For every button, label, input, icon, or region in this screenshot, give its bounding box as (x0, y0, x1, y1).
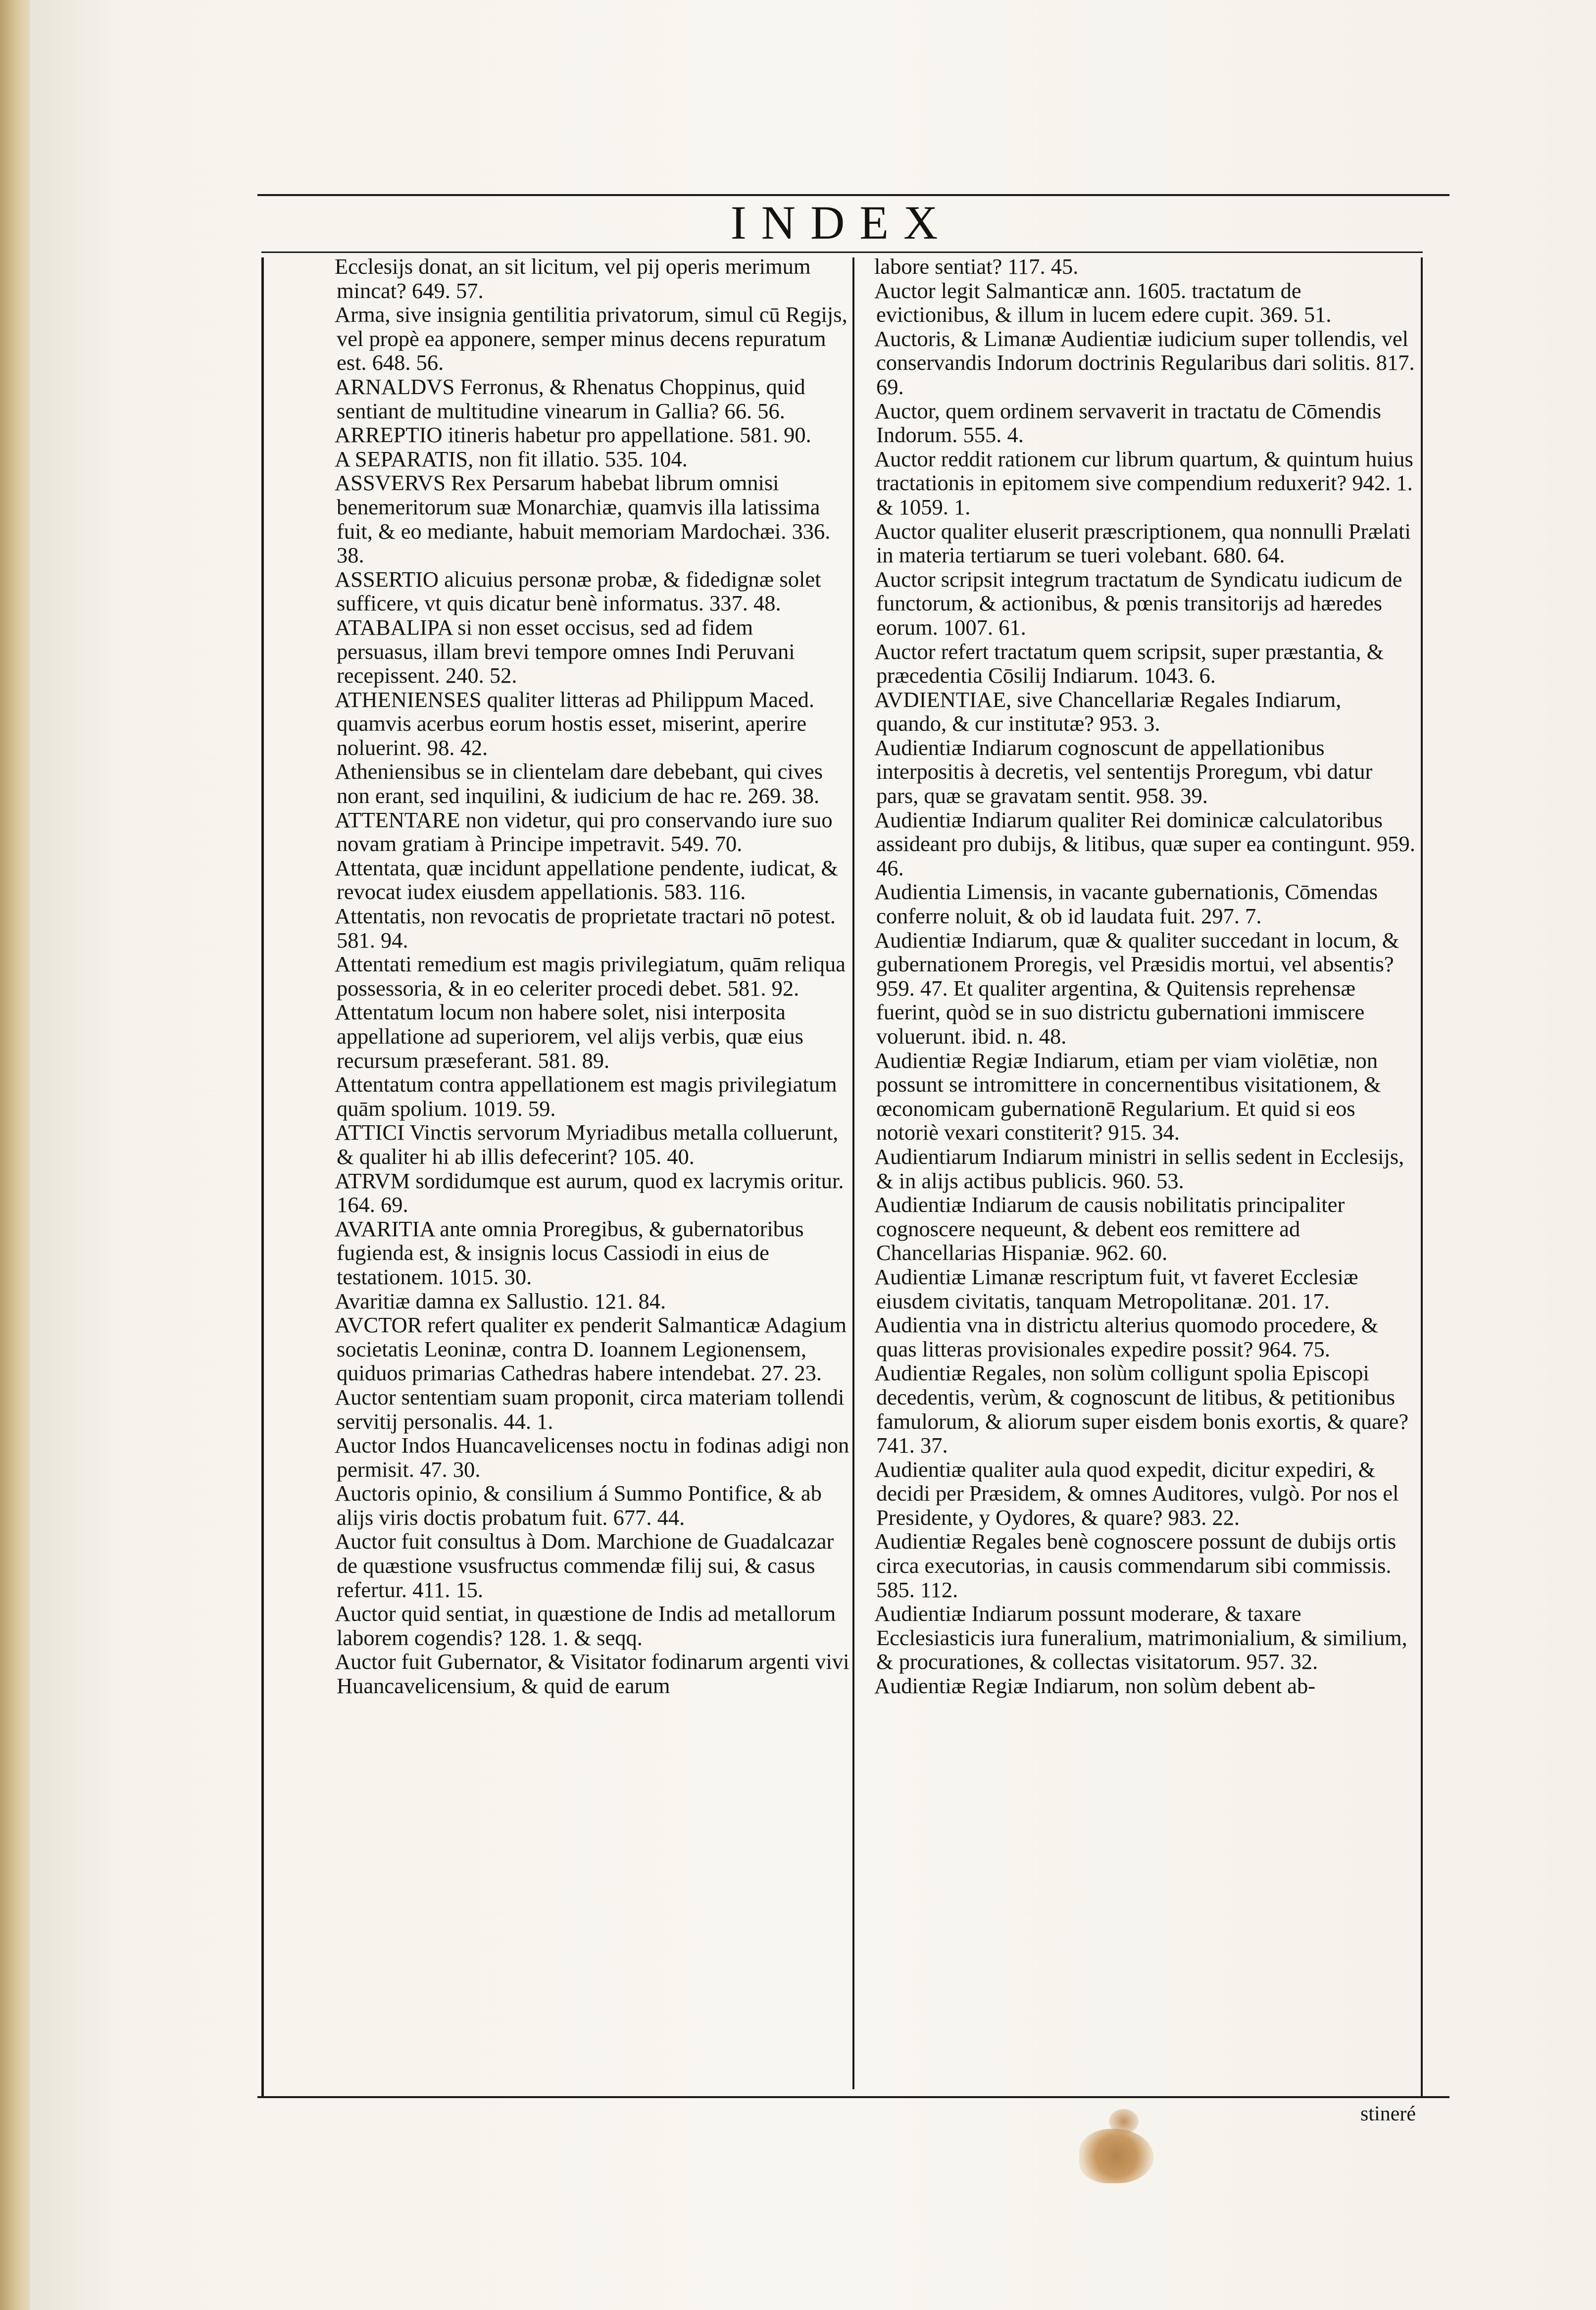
index-entry: AVARITIA ante omnia Proregibus, & gubernatoribus fugienda est, & insignis locus Cassiodi in eius de testationem. 1015. 30. (335, 1216, 804, 1289)
index-entry: ATABALIPA si non esset occisus, sed ad fidem persuasus, illam brevi tempore omnes Indi Peruvani recepissent. 240. 52. (335, 614, 795, 688)
index-entry: Auctor sententiam suam proponit, circa materiam tollendi servitij personalis. 44. 1. (335, 1384, 845, 1434)
column-divider (852, 257, 854, 2089)
index-entry: Audientiæ Regales, non solùm colligunt spolia Episcopi decedentis, verùm, & cognoscunt de litibus, & petitionibus famulorum, & aliorum super eisdem bonis exortis, & quare? 741. 37. (874, 1360, 1409, 1458)
index-entry: Audientiæ qualiter aula quod expedit, dicitur expediri, & decidi per Præsidem, & omnes Auditores, vulgò. Por nos el Presidente, y Oydores, & quare? 983. 22. (874, 1456, 1399, 1530)
index-entry: Attentatum contra appellationem est magis privilegiatum quām spolium. 1019. 59. (335, 1072, 837, 1121)
index-entry: Audientiæ Limanæ rescriptum fuit, vt faveret Ecclesiæ eiusdem civitatis, tanquam Metropolitanæ. 201. 17. (874, 1264, 1358, 1313)
index-entry: Auctoris opinio, & consilium á Summo Pontifice, & ab alijs viris doctis probatum fuit. 677. 44. (335, 1481, 822, 1530)
index-entry: ASSVERVS Rex Persarum habebat librum omnisi benemeritorum suæ Monarchiæ, quamvis illa latissima fuit, & eo mediante, habuit memoriam Mardochæi. 336. 38. (335, 470, 831, 568)
index-entry: ARNALDVS Ferronus, & Rhenatus Choppinus, quid sentiant de multitudine vinearum in Gallia? 66. 56. (335, 374, 805, 423)
frame-right-rule (1421, 257, 1423, 2098)
index-entry: Attentatum locum non habere solet, nisi interposita appellatione ad superiorem, vel alijs verbis, quæ eius recursum præseferant. 581. 89. (335, 1000, 803, 1073)
index-column-right (876, 254, 1416, 1698)
frame-bottom-rule (257, 2096, 1449, 2098)
index-entry: Audientiarum Indiarum ministri in sellis sedent in Ecclesijs, & in alijs actibus publicis. 960. 53. (874, 1144, 1404, 1193)
index-entry: Auctor fuit consultus à Dom. Marchione de Guadalcazar de quæstione vsusfructus commendæ filij sui, & casus refertur. 411. 15. (335, 1529, 834, 1602)
index-entry: Auctor Indos Huancavelicenses noctu in fodinas adigi non permisit. 47. 30. (335, 1433, 849, 1482)
index-entry: Auctor fuit Gubernator, & Visitator fodinarum argenti vivi Huancavelicensium, & quid de earum (335, 1649, 849, 1699)
index-entry: Avaritiæ damna ex Sallustio. 121. 84. (335, 1288, 666, 1313)
index-entry: A SEPARATIS, non fit illatio. 535. 104. (335, 446, 688, 471)
index-column-left (337, 254, 849, 1698)
index-entry: Ecclesijs donat, an sit licitum, vel pij operis merimum mincat? 649. 57. (335, 254, 811, 303)
index-entry: Audientiæ Indiarum cognoscunt de appellationibus interpositis à decretis, vel sententijs Proregum, vbi datur pars, quæ se gravatam sentit. 958. 39. (874, 735, 1373, 808)
index-entry: Audientiæ Regiæ Indiarum, etiam per viam violētiæ, non possunt se intromittere in concernentibus visitationem, & œconomicam gubernationē Regularium. Et quid si eos notoriè vexari constiterit? 915. 34. (874, 1048, 1381, 1145)
index-entry: AVDIENTIAE, sive Chancellariæ Regales Indiarum, quando, & cur institutæ? 953. 3. (874, 687, 1342, 736)
index-entry: Auctor, quem ordinem servaverit in tractatu de Cōmendis Indorum. 555. 4. (874, 398, 1381, 448)
index-entry: ATHENIENSES qualiter litteras ad Philippum Maced. quamvis acerbus eorum hostis esset, miserint, aperire noluerint. 98. 42. (335, 687, 814, 760)
index-entry: labore sentiat? 117. 45. (874, 254, 1079, 279)
index-entry: ASSERTIO alicuius personæ probæ, & fidedignæ solet sufficere, vt quis dicatur benè informatus. 337. 48. (335, 566, 821, 616)
index-entry: Auctor refert tractatum quem scripsit, super præstantia, & præcedentia Cōsilij Indiarum. 1043. 6. (874, 639, 1384, 688)
paper-stain (1079, 2129, 1153, 2183)
index-entry: Auctoris, & Limanæ Audientiæ iudicium super tollendis, vel conservandis Indorum doctrinis Regularibus dari solitis. 817. 69. (874, 326, 1415, 399)
index-entry: Attentatis, non revocatis de proprietate tractari nō potest. 581. 94. (335, 904, 836, 953)
index-entry: Audientiæ Indiarum de causis nobilitatis principaliter cognoscere nequeunt, & debent eos remittere ad Chancellarias Hispaniæ. 962. 60. (874, 1192, 1345, 1265)
index-entry: Audientiæ Regiæ Indiarum, non solùm debent ab- (874, 1673, 1316, 1699)
index-entry: Audientia Limensis, in vacante gubernationis, Cōmendas conferre noluit, & ob id laudata fuit. 297. 7. (874, 879, 1378, 929)
index-entry: Audientiæ Indiarum possunt moderare, & taxare Ecclesiasticis iura funeralium, matrimonialium, & similium, & procurationes, & collectas visitatorum. 957. 32. (874, 1601, 1407, 1674)
index-entry: ATTICI Vinctis servorum Myriadibus metalla colluerunt, & qualiter hi ab illis defecerint? 105. 40. (335, 1120, 839, 1169)
catchword: stineré (1360, 2103, 1416, 2125)
index-entry: Auctor qualiter eluserit præscriptionem, qua nonnulli Prælati in materia tertiarum se tueri volebant. 680. 64. (874, 518, 1411, 568)
index-entry: Atheniensibus se in clientelam dare debebant, qui cives non erant, sed inquilini, & iudicium de hac re. 269. 38. (335, 759, 823, 808)
index-entry: Arma, sive insignia gentilitia privatorum, simul cū Regijs, vel propè ea apponere, semper minus decens repuratum est. 648. 56. (335, 302, 848, 375)
index-entry: Attentata, quæ incidunt appellatione pendente, iudicat, & revocat iudex eiusdem appellationis. 583. 116. (335, 855, 839, 904)
index-entry: Auctor quid sentiat, in quæstione de Indis ad metallorum laborem cogendis? 128. 1. & seqq. (335, 1601, 836, 1650)
index-entry: Audientia vna in districtu alterius quomodo procedere, & quas litteras provisionales expedire possit? 964. 75. (874, 1312, 1379, 1361)
index-entry: Audientiæ Indiarum qualiter Rei dominicæ calculatoribus assideant pro dubijs, & litibus, quæ super ea contingunt. 959. 46. (874, 807, 1415, 880)
index-entry: AVCTOR refert qualiter ex penderit Salmanticæ Adagium societatis Leoninæ, contra D. Ioannem Legionensem, quiduos primarias Cathedras habere intendebat. 27. 23. (335, 1312, 847, 1386)
index-entry: ARREPTIO itineris habetur pro appellatione. 581. 90. (335, 422, 811, 448)
frame-left-rule (261, 257, 264, 2098)
index-entry: ATTENTARE non videtur, qui pro conservando iure suo novam gratiam à Principe impetravit. 549. 70. (335, 807, 833, 856)
index-entry: Attentati remedium est magis privilegiatum, quām reliqua possessoria, & in eo celeriter procedi debet. 581. 92. (335, 952, 846, 1001)
index-entry: Audientiæ Indiarum, quæ & qualiter succedant in locum, & gubernationem Proregis, vel Præsidis mortui, vel absentis? 959. 47. Et qualiter argentina, & Quitensis reprehensæ fuerint, quòd se in suo districtu gubernationi immiscere voluerunt. ibid. n. 48. (874, 927, 1399, 1049)
index-entry: ATRVM sordidumque est aurum, quod ex lacrymis oritur. 164. 69. (335, 1168, 844, 1217)
index-entry: Auctor reddit rationem cur librum quartum, & quintum huius tractationis in epitomem sive compendium reduxerit? 942. 1. & 1059. 1. (874, 446, 1413, 519)
page-title: INDEX (730, 196, 953, 249)
index-entry: Auctor scripsit integrum tractatum de Syndicatu iudicum de functorum, & actionibus, & pœnis transitorijs ad hæredes eorum. 1007. 61. (874, 566, 1402, 640)
index-entry: Auctor legit Salmanticæ ann. 1605. tractatum de evictionibus, & illum in lucem edere cupit. 369. 51. (874, 278, 1332, 327)
index-entry: Audientiæ Regales benè cognoscere possunt de dubijs ortis circa executorias, in causis commendarum sibi commissis. 585. 112. (874, 1529, 1396, 1602)
paper-stain-small (1109, 2109, 1139, 2134)
header-rule (261, 251, 1423, 253)
